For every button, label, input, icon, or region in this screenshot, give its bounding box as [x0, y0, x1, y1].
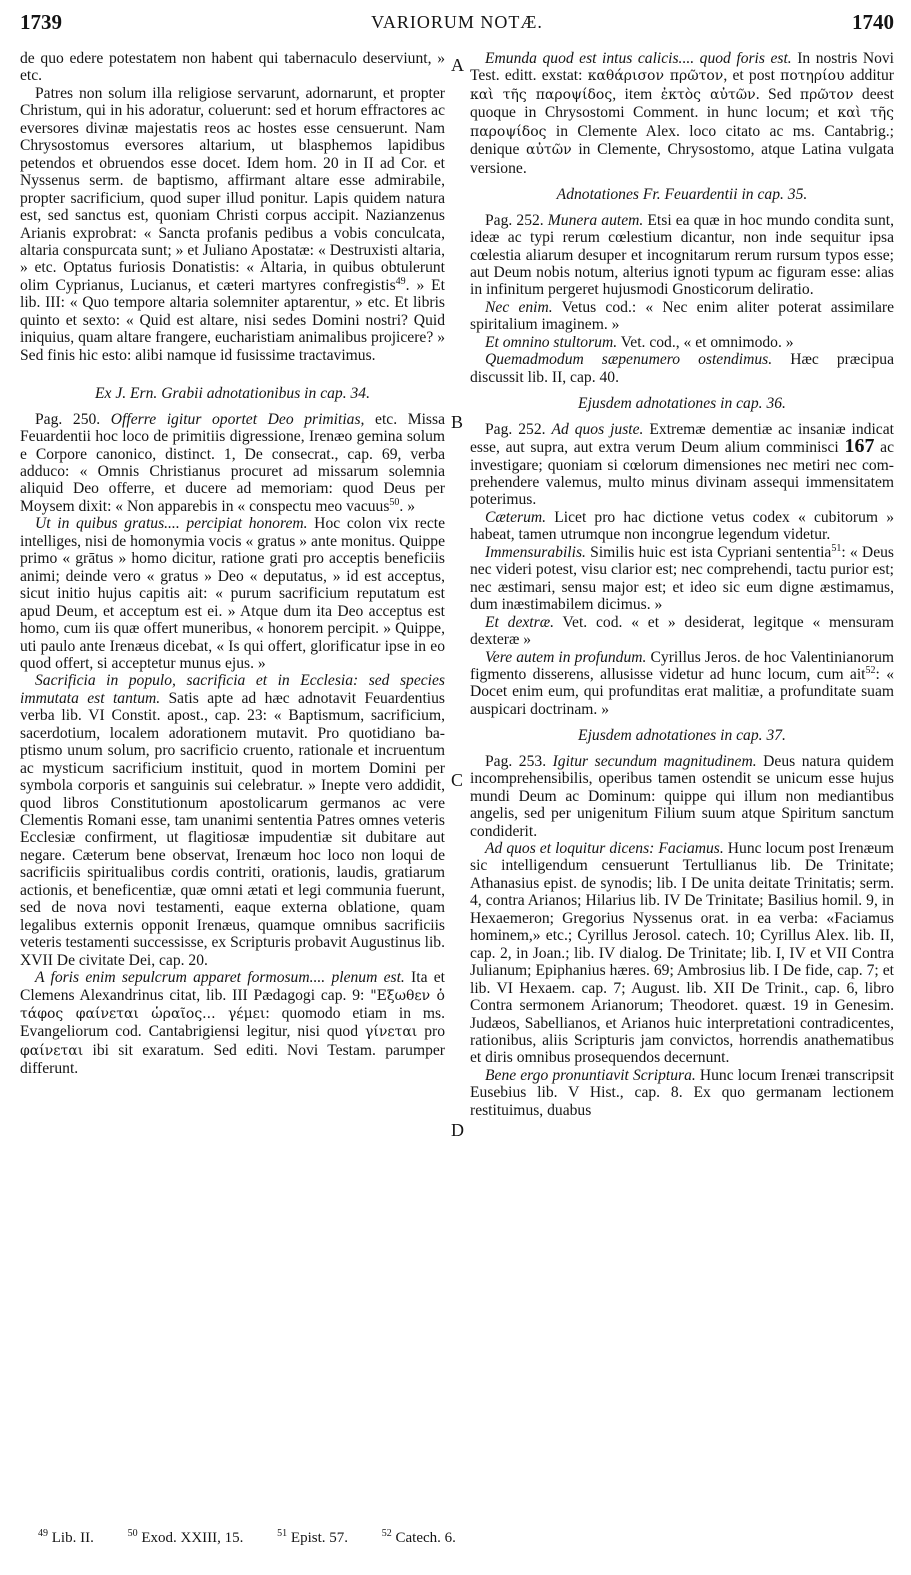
paragraph: Pag. 252. Munera autem. Etsi ea quæ in hoc mundo condita sunt, ideæ ac typi rerum cœlestium dicantur, non inde sequitur ipsa cœlestia aliarum desuper et incognitarum rerum rursum typos esse; aut Deum nobis notum, alterius ignoti typum ac figuram esse: alias in infinitum pergeret hujusmodi Gnosticorum deliratio.	[470, 211, 894, 299]
lemma: Igitur secundum magnitudinem.	[552, 752, 757, 770]
paragraph: Pag. 250. Offerre igitur oportet Deo primitias, etc. Missa Feuardentii hoc loco de primitiis digressione, Irenæo gemina solum e Corpore canonico, distinct. 1, De consecrat., cap. 69, verba adduco: « Omnis Christianus procuret ad missarum solemnia aliquid Deo offerre, et ducere ad memoriam: quod Deus per Moysem dixit: « Non apparebis in « conspectu meo vacuus$^{50}$. »	[20, 410, 445, 515]
lemma: Nec enim.	[485, 298, 553, 316]
lemma: Emunda quod est intus calicis.... quod foris est.	[485, 50, 792, 67]
running-title: VARIORUM NOTÆ.	[371, 12, 543, 32]
lemma: Cæterum.	[485, 508, 547, 526]
paragraph: Pag. 253. Igitur secundum magnitudinem. Deus natura quidem incomprehensibilis, operibus tamen ostendit se unicum esse hujus mundi Deum ac Dominum: quippe qui illum non mediantibus angelis, sed per unigenitum Filium suum atque Spiritum sanctum condiderit.	[470, 752, 894, 840]
lemma: Ad quos juste.	[551, 420, 644, 438]
page-header	[20, 10, 894, 40]
paragraph: Nec enim. Vetus cod.: « Nec enim aliter poterat assimilare spiritalium imaginem. »	[470, 298, 894, 334]
greek-text: ἐκτὸς αὐτῶν	[660, 86, 756, 103]
lemma: Sacrificia in populo, sacrificia et in Ecclesia: sed species immutata est tantum.	[20, 672, 445, 707]
column-number: 167	[844, 435, 875, 458]
paragraph: Patres non solum illa religiose servarunt, adornarunt, et propter Christum, qui in his adoratur, coluerunt: sed et horum effractores ac eversores divinæ majestatis reos ac hostes esse censuerunt. Nam Chrysostomus eversores altarium, ut blasphemos lapidibus petendos et obruendos esse docet. Idem hom. 20 in II ad Cor. et Nyssenus serm. de baptismo, affirmant altare esse admirabile, propter sacrificium, quod super illud ponitur. Lapis quidem natura est, sed sanctus est, quoniam Christi corpus accipit. Nazianzenus Arianis exprobrat: « Sancta profanis pedibus a vobis conculcata, altaria conspurcata sunt; » et Juliano Apostatæ: « Destruxisti altaria, » etc. Optatus furiosis Donatistis: « Altaria, in quibus obtulerunt olim Cyprianus, Lucianus, et cæteri martyres confregistis$^{49}$. » Et lib. III: « Quo tempore altaria solemniter aptarentur, » etc. Et libris quinto et sexto: « Quid est altare, nisi sedes Domini nostri? Quid iniquius, quam altare frangere, eucharistiam animalibus projicere? » Sed finis hic esto: alibi namque id fusissime tractavimus.	[20, 84, 445, 364]
lemma: Quemadmodum sæpenumero ostendimus.	[485, 351, 773, 369]
left-column	[20, 50, 445, 1078]
footnote: $^{49}$ Lib. II.	[38, 1528, 94, 1546]
paragraph: Quemadmodum sæpenumero ostendimus. Hæc præcipua discussit lib. II, cap. 40.	[470, 351, 894, 386]
paragraph: Ad quos et loquitur dicens: Faciamus. Hunc locum post Irenæum sic intelligendum censuerunt Tertullianus lib. De Trinitate; Athanasius epist. de synodis; lib. I De unita deitate Trinitatis; serm. 4, contra Arianos; Hilarius lib. IV De Trinitate; Basilius homil. 9, in Hexaemeron; Gregorius Nyssenus orat. in ea verba: «Faciamus hominem,» etc.; Cyrillus Jerosol. catech. 10; Cyrillus Alex. lib. II, cap. 2, in Joan.; lib. IV dialog. De Trinitate; lib. I, IV et VII Contra Julianum; Epiphanius hæres. 69; Ambrosius lib. I De fide, cap. 7; et lib. VI Hexaem. cap. 7; August. lib. XII De Trinit., cap. 6, libro Contra sermonem Arianorum; Theodoret. quæst. 19 in Genesim. Judæos, Sabellianos, et Arianos huic interpretationi contradicentes, rationibus, aliis Scripturis jam convictos, horrendis anathematibus et diris omnibus prosequendos decernunt.	[470, 840, 894, 1067]
greek-text: ποτηρίου	[780, 68, 845, 85]
greek-text: φαίνεται	[20, 1042, 84, 1059]
paragraph: Bene ergo pronuntiavit Scriptura. Hunc locum Irenæi transcripsit Eusebius lib. V Hist., cap. 8. Ex quo germanam lectionem restituimus, duabus	[470, 1066, 894, 1119]
right-column	[470, 50, 894, 1119]
paragraph: Ut in quibus gratus.... percipiat honorem. Hoc colon vix recte intelliges, nisi de homonymia vocis « gratus » ante monitus. Quippe primo « grātus » homo dicitur, ratione grati pro acceptis beneficiis animi; deinde vero « gratus » Deo « deputatus, » id est acceptus, sicut initio hujus capitis ait: « purum sacrificium reputatum est apud Deum, et acceptum est ei. » Atque dum ita Deo acceptus est homo, cum iis quæ offert muneribus, « honorem percipit. » Quippe, uti paulo ante Irenæus dicebat, « Is qui offert, glorificatur ipse in eo quod offert, si acceptetur munus ejus. »	[20, 515, 445, 672]
footnote-ref: 50	[389, 496, 400, 508]
margin-marker-d: D	[451, 1120, 464, 1140]
margin-marker-b: B	[451, 412, 464, 432]
section-heading: Ejusdem adnotationes in cap. 37.	[578, 727, 786, 745]
paragraph: Et omnino stultorum. Vet. cod., « et omnimodo. »	[485, 333, 794, 351]
paragraph: Sacrificia in populo, sacrificia et in Ecclesia: sed species immutata est tantum. Satis apte ad hæc adnotavit Feuardentius verba lib. VI Constit. apost., cap. 23: « Baptismum, sacrificium, sacerdotium, localem adorationem mutavit. Pro quotidiano baptismo unum solum, pro sacrificio cruento, rationale et incruentum ac mysticum sacrificium instituit, quod in mortem Domini per symbola corporis et sanguinis sui celebratur. » Inepte vero addidit, quod libros Constitutionum apostolicarum germanos ac vere Clementis Romani esse, tam unanimi sententia Patres omnes veteris Ecclesiæ confirment, ut flagitiosæ impudentiæ sit dubitare aut negare. Cæterum bene observat, Irenæum hoc loco non loqui de sacrificiis spiritualibus cordis contriti, orationis, laudis, gratiarum actionis, et beneficentiæ, quæ omni ætati et legi communia fuerunt, sed de nova novi testamenti, eaque externa oblatione, quam legalibus externis opponit Irenæus, quamque omnibus sacrificiis veteris testamenti successisse, ex Scripturis probavit Augustinus lib. XVII De civitate Dei, cap. 20.	[20, 672, 445, 969]
greek-text: καθάρισον πρῶτον	[587, 68, 724, 85]
lemma: Et omnino stultorum.	[485, 333, 618, 351]
margin-marker-c: C	[451, 770, 464, 790]
page-number-right: 1740	[852, 10, 894, 34]
paragraph: A foris enim sepulcrum apparet formosum.... plenum est. Ita et Clemens Alexandrinus citat, lib. III Pædagogi cap. 9: "Εξωθεν ὁ τάφος φαίνεται ὡραῖος... γέμει: quomodo etiam in ms. Evangeliorum cod. Cantabrigiensi legitur, nisi quod γίνεται pro φαίνεται ibi sit exaratum. Sed editi. Novi Testam. parumper differunt.	[20, 969, 445, 1078]
section-heading: Adnotationes Fr. Feuardentii in cap. 35.	[556, 186, 808, 204]
section-heading: Ex J. Ern. Grabii adnotationibus in cap. 34.	[94, 385, 371, 403]
lemma: Ad quos et loquitur dicens: Faciamus.	[485, 840, 724, 858]
footnote: $^{50}$ Exod. XXIII, 15.	[127, 1528, 244, 1546]
greek-text: καὶ τῆς παροψίδος	[470, 105, 894, 140]
footnote: $^{51}$ Epist. 57.	[277, 1528, 348, 1546]
greek-text: "Εξωθεν ὁ τάφος φαίνεται ὡραῖος... γέμει	[20, 987, 445, 1023]
margin-marker-a: A	[451, 55, 464, 75]
paragraph: de quo edere potestatem non habent qui tabernaculo deserviunt, » etc.	[20, 50, 445, 85]
lemma: Ut in quibus gratus.... percipiat honorem.	[35, 515, 308, 533]
page-number-left: 1739	[20, 10, 62, 34]
paragraph: Pag. 252. Ad quos juste. Extremæ dementiæ ac insaniæ indicat esse, aut supra, aut extra verum Deum alium comminisci 167 ac investigare; quoniam si cœlorum dimensiones nec metiri nec comprehendere valemus, multo minus divinam assequi immensitatem poterimus.	[470, 420, 894, 509]
greek-text: καὶ τῆς παροψίδος	[470, 86, 613, 103]
paragraph: Et dextræ. Vet. cod. « et » desiderat, legitque « mensuram dexteræ »	[470, 613, 894, 649]
paragraph: Immensurabilis. Similis huic est ista Cypriani sententia$^{51}$: « Deus nec videri potest, visu clarior est; nec comprehendi, tactu purior est; nec æstimari, sensu major est; et ideo sic eum digne æstimamus, dum inæstimabilem dicimus. »	[470, 542, 894, 614]
lemma: Munera autem.	[547, 211, 644, 229]
paragraph: Emunda quod est intus calicis.... quod foris est. In nostris Novi Test. editt. exstat: καθάρισον πρῶτον, et post ποτηρίου additur καὶ τῆς παροψίδος, item ἐκτὸς αὐτῶν. Sed πρῶτον deest quoque in Chrysostomi Comment. in hunc locum; et καὶ τῆς παροψίδος in Clemente Alex. loco citato ac ms. Cantabrig.; denique αὐτῶν in Clemente, Chrysostomo, atque Latina vulgata versione.	[470, 50, 895, 177]
lemma: Vere autem in profundum.	[485, 648, 647, 666]
lemma: Bene ergo pronuntiavit Scriptura.	[485, 1066, 696, 1084]
footnote: $^{52}$ Catech. 6.	[381, 1528, 456, 1546]
greek-text: αὐτῶν	[526, 142, 572, 159]
footnote-ref: 51	[831, 542, 842, 554]
paragraph: Cæterum. Licet pro hac dictione vetus codex « cubitorum » habeat, tamen utrumque non incongrue legendum videtur.	[470, 508, 894, 544]
greek-text: πρῶτον	[799, 86, 854, 103]
lemma: Offerre igitur oportet Deo primitias,	[110, 410, 365, 428]
section-heading: Ejusdem adnotationes in cap. 36.	[578, 395, 786, 413]
lemma: A foris enim sepulcrum apparet formosum.... plenum est.	[35, 969, 405, 987]
lemma: Et dextræ.	[485, 613, 554, 631]
paragraph: Vere autem in profundum. Cyrillus Jeros. de hoc Valentinianorum figmento disserens, allusisse videtur ad hunc locum, cum ait$^{52}$: « Docet enim eum, qui profunditas erat malitiæ, a profunditate suam auspicari doctrinam. »	[470, 648, 895, 718]
footnote-ref: 49	[395, 275, 406, 287]
lemma: Immensurabilis.	[485, 543, 586, 561]
greek-text: γίνεται	[364, 1024, 418, 1041]
footnotes	[38, 1530, 486, 1547]
footnote-ref: 52	[865, 664, 876, 676]
